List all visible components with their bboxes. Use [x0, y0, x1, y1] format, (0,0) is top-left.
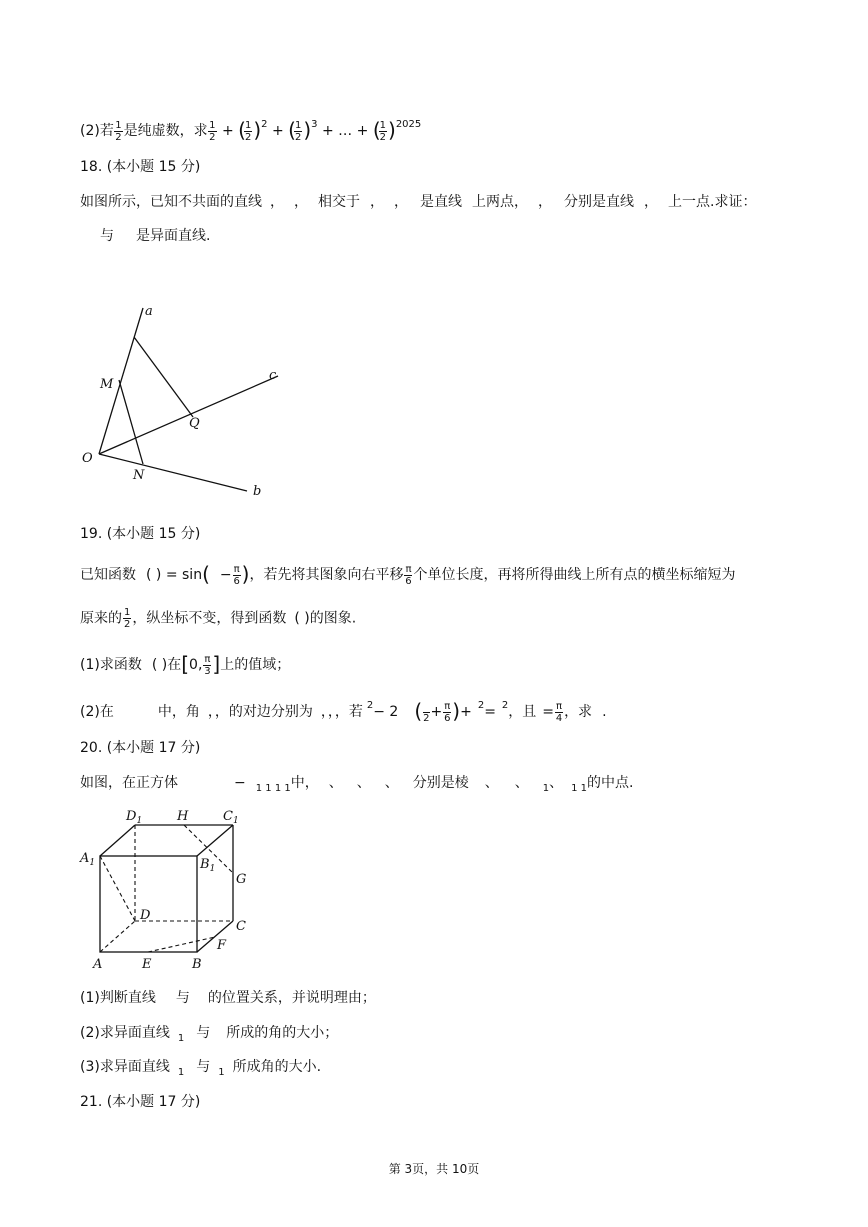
frac-den: 6 [405, 575, 412, 587]
subscript: 1 [542, 783, 550, 794]
paren: ( [238, 118, 246, 142]
q19-part1 [80, 652, 290, 677]
text: ( )在 [151, 657, 182, 673]
figure-lines-abc [75, 295, 295, 505]
subscript: 1 1 [571, 783, 588, 794]
paren: ) [452, 699, 461, 723]
frac-den: 2 [423, 712, 430, 724]
fraction [233, 564, 241, 587]
text: ，若先将其图象向右平移 [249, 567, 404, 583]
label-c: C [236, 919, 246, 934]
subscript: 1 [177, 1033, 185, 1044]
text: (3)求异面直线 [80, 1059, 170, 1075]
q17-label: (2) [80, 123, 100, 139]
label-o: O [82, 451, 93, 466]
text: ( )的图象. [294, 610, 357, 627]
text: 、 [514, 775, 529, 791]
label-a: a [145, 304, 153, 319]
segment-mn [119, 380, 143, 464]
text: + [430, 704, 443, 720]
text: ( ) = sin [146, 567, 203, 583]
label-d1: $D_1$ [126, 809, 143, 826]
paren: ( [288, 118, 296, 142]
exponent: 2 [501, 700, 509, 711]
text: 与 [196, 1059, 211, 1075]
q18-statement-line2 [100, 226, 210, 246]
plus: + [221, 123, 234, 139]
text: ， [538, 194, 552, 210]
fraction [208, 120, 216, 143]
text: ， [394, 194, 408, 210]
fraction [443, 701, 451, 724]
paren: ) [303, 118, 312, 142]
text: (2)求异面直线 [80, 1025, 170, 1041]
edge-ad-hidden [100, 921, 135, 952]
text: 的中点. [587, 775, 634, 791]
text: 相交于 [318, 194, 360, 210]
edge-bc [197, 921, 233, 952]
frac-num: 1 [244, 119, 252, 131]
label-f: F [217, 938, 227, 953]
frac-num: π [233, 563, 240, 575]
text: 分别是棱 [412, 775, 469, 791]
q18-heading: 18. (本小题 15 分) [80, 159, 201, 175]
label-b1: $B_1$ [200, 857, 216, 874]
q20-part1 [80, 988, 376, 1008]
text: = [542, 704, 555, 720]
text: 所成角的大小. [232, 1059, 322, 1075]
text: 个单位长度，再将所得曲线上所有点的横坐标缩短为 [413, 567, 736, 583]
text: 中， [290, 775, 319, 791]
text: ，，，若 [320, 704, 363, 720]
frac-num: 1 [124, 607, 131, 618]
text: 如图，在正方体 [80, 775, 178, 791]
q19-part2 [80, 699, 607, 724]
text: ，求 [564, 704, 593, 720]
frac-den: 6 [444, 712, 451, 724]
q20-part3 [80, 1057, 321, 1079]
frac-num: 1 [115, 119, 122, 131]
frac-den: 2 [294, 131, 302, 143]
frac-den: 2 [244, 131, 252, 143]
frac-den: 4 [555, 712, 563, 724]
text: 已知函数 [80, 567, 136, 583]
q20-statement [80, 773, 633, 795]
line-b [99, 454, 247, 491]
text: ，且 [508, 704, 537, 720]
frac-den: 2 [124, 619, 131, 630]
edge-b1c1 [197, 825, 233, 856]
figure-cube [76, 800, 266, 980]
text: ， [294, 194, 308, 210]
text: 、 [328, 775, 343, 791]
frac-num: π [405, 563, 412, 575]
text: − [234, 775, 246, 791]
label-b: B [192, 957, 202, 972]
q20-part2 [80, 1023, 338, 1045]
label-e: E [142, 957, 152, 972]
q17-text: 是纯虚数，求 [123, 123, 208, 139]
q17-part2 [80, 118, 421, 143]
text: (1)求函数 [80, 657, 142, 673]
text: 原来的 [80, 610, 122, 627]
q20-heading: 20. (本小题 17 分) [80, 740, 201, 756]
exponent: 3 [311, 119, 318, 130]
text: 、 [356, 775, 371, 791]
paren: ( [372, 118, 381, 142]
text: ， [644, 194, 658, 210]
text: 与 [175, 990, 190, 1006]
frac-num: 1 [294, 119, 302, 131]
frac-num: 1 [379, 119, 386, 131]
text: 与 [196, 1025, 211, 1041]
label-d: D [140, 908, 151, 923]
q21-heading: 21. (本小题 17 分) [80, 1094, 201, 1110]
text: − [219, 567, 232, 583]
text: 是直线 [420, 194, 462, 210]
label-g: G [236, 872, 247, 887]
text: ，纵坐标不变，得到函数 [132, 610, 287, 627]
text: (2)在 [80, 704, 114, 720]
label-c1: $C_1$ [223, 809, 239, 826]
frac-den: 6 [233, 575, 240, 587]
frac-num: π [204, 653, 211, 665]
label-a1: $A_1$ [80, 851, 96, 868]
text: 中，角 [157, 704, 200, 720]
paren: ( [202, 562, 210, 586]
text: − 2 [373, 704, 399, 720]
exponent: 2 [477, 700, 485, 711]
exponent: 2 [366, 700, 374, 711]
page-footer: 第 3页，共 10页 [388, 1162, 480, 1176]
fraction [404, 564, 412, 587]
bracket: ] [212, 652, 221, 676]
plus: + [271, 123, 284, 139]
paren: ) [241, 562, 250, 586]
text: 0, [189, 657, 203, 673]
text: 是异面直线. [136, 228, 211, 244]
bracket: [ [181, 652, 190, 676]
text: 、 [484, 775, 499, 791]
text: = [484, 704, 496, 720]
q17-text: 若 [99, 123, 114, 139]
text: . [602, 704, 607, 720]
fraction [114, 120, 122, 143]
frac-den: 3 [204, 665, 211, 677]
frac-den: 2 [379, 131, 386, 143]
text: 的位置关系，并说明理由； [207, 990, 376, 1006]
frac-num: π [556, 700, 563, 712]
segment-to-q [134, 337, 193, 417]
q19-statement-line1 [80, 562, 735, 587]
paren: ) [388, 118, 396, 142]
edge-a1d1 [100, 825, 135, 856]
text: (1)判断直线 [80, 990, 156, 1006]
text: 上一点.求证： [668, 194, 757, 210]
subscript: 1 [177, 1067, 185, 1078]
text: 、 [549, 775, 564, 791]
subscript: 1 1 1 1 [255, 783, 291, 794]
label-c: c [269, 368, 277, 383]
text: ，，的对边分别为 [207, 704, 313, 720]
ellipsis: + … + [321, 123, 369, 139]
text: 上两点， [472, 194, 528, 210]
frac-den: 2 [209, 131, 216, 143]
segment-a1d-hidden [100, 856, 135, 921]
label-q: Q [189, 416, 200, 431]
text: 、 [384, 775, 399, 791]
frac-num: π [444, 700, 451, 712]
fraction [555, 701, 563, 724]
label-m: M [100, 377, 114, 392]
fraction [203, 654, 211, 677]
label-h: H [177, 809, 189, 824]
line-c [99, 376, 278, 454]
exponent: 2025 [395, 119, 422, 130]
text: 与 [100, 228, 114, 244]
text: 所成的角的大小； [226, 1025, 339, 1041]
frac-den: 2 [115, 131, 122, 143]
q19-heading: 19. (本小题 15 分) [80, 526, 201, 542]
label-a: A [93, 957, 103, 972]
fraction [123, 607, 131, 630]
front-face [100, 856, 197, 952]
label-n: N [133, 468, 145, 483]
frac-num: 1 [209, 119, 216, 131]
text: 分别是直线 [564, 194, 634, 210]
paren: ( [414, 699, 423, 723]
q19-statement-line2 [80, 607, 356, 630]
text: + [460, 704, 472, 720]
fraction [423, 701, 429, 724]
text: 如图所示，已知不共面的直线 [80, 194, 262, 210]
text: 上的值域； [220, 657, 291, 673]
label-b: b [253, 484, 262, 499]
subscript: 1 [218, 1067, 225, 1078]
paren: ) [253, 118, 262, 142]
text: ， [370, 194, 384, 210]
q18-statement-line1 [80, 192, 756, 212]
text: ， [270, 194, 284, 210]
exponent: 2 [261, 119, 268, 130]
